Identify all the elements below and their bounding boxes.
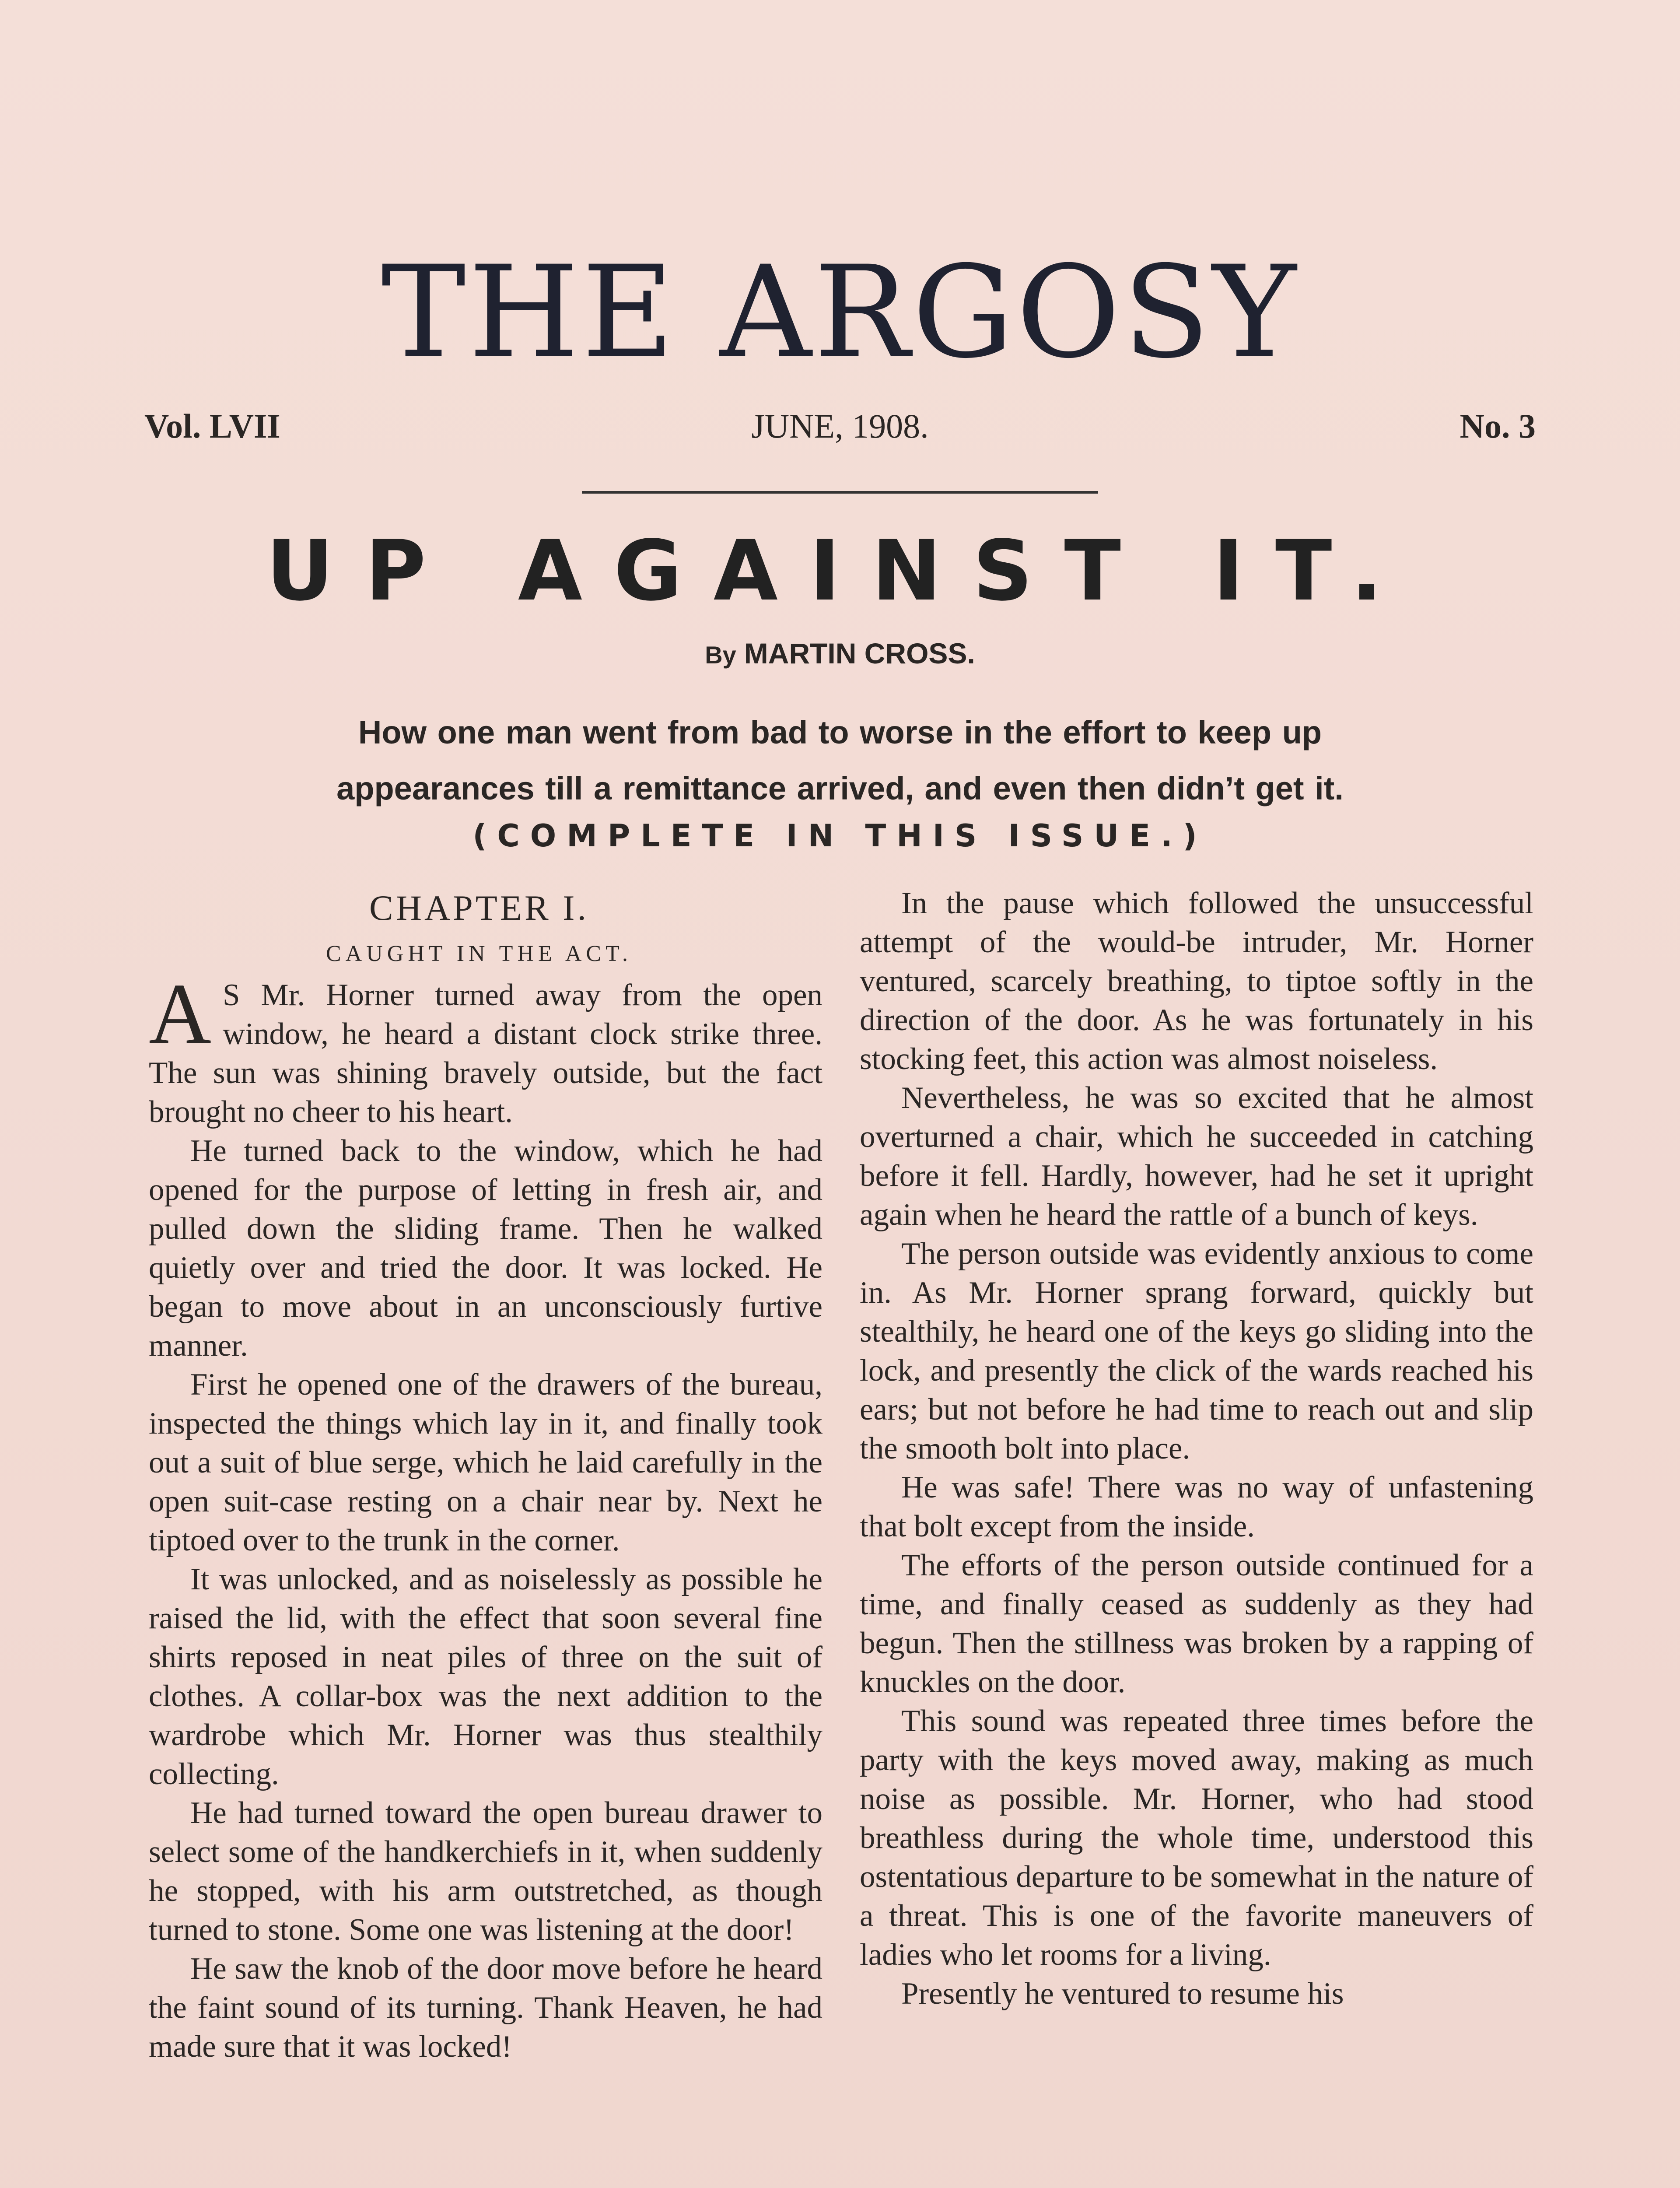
paragraph: First he opened one of the drawers of the bureau, inspected the things which lay in it, and finally took out a suit of blue serge, which he laid carefully in the open suit-case resting on a chair near by. Next he tiptoed over to the trunk in the corner. [149, 1368, 822, 1557]
byline-by: By [705, 641, 736, 669]
author-name: MARTIN CROSS. [744, 637, 975, 670]
story-subtitle: How one man went from bad to worse in the effort to keep up appearances till a remittance arrived, and even then didn’t get it. [336, 714, 1344, 806]
volume-label: Vol. LVII [144, 407, 280, 445]
header-divider [582, 491, 1098, 494]
chapter-subheading: CAUGHT IN THE ACT. [326, 941, 632, 966]
story-title: UP AGAINST IT. [266, 522, 1414, 619]
magazine-masthead: THE ARGOSY [381, 239, 1299, 386]
paragraph: Nevertheless, he was so excited that he almost overturned a chair, which he succeeded in catching before it fell. Hardly, however, had he set it upright again when he heard the rattle of a bunch of keys. [860, 1081, 1533, 1232]
right-column [860, 884, 1533, 2013]
paragraph: The person outside was evidently anxious to come in. As Mr. Horner sprang forward, quickly but stealthily, he heard one of the keys go sliding into the lock, and presently the click of the wards reached his ears; but not before he had time to reach out and slip the smooth bolt into place. [860, 1237, 1533, 1466]
paragraph: In the pause which followed the unsuccessful attempt of the would-be intruder, Mr. Horner ventured, scarcely breathing, to tiptoe softly in the direction of the door. As he was fortunately in his stocking feet, this action was almost noiseless. [860, 886, 1533, 1076]
paragraph [149, 966, 822, 1132]
issue-number: No. 3 [1460, 407, 1536, 445]
paragraph: It was unlocked, and as noiselessly as possible he raised the lid, with the effect that soon several fine shirts reposed in neat piles of three on the suit of clothes. A collar-box was the next addition to the wardrobe which Mr. Horner was thus stealthily collecting. [149, 1562, 822, 1791]
paragraph: This sound was repeated three times before the party with the keys moved away, making as much noise as possible. Mr. Horner, who had stood breathless during the whole time, understood this ostentatious departure to be somewhat in the nature of a threat. This is one of the favorite maneuvers of ladies who let rooms for a living. [860, 1704, 1533, 1972]
paragraph: He turned back to the window, which he had opened for the purpose of letting in fresh air, and pulled down the sliding frame. Then he walked quietly over and tried the door. It was locked. He began to move about in an unconsciously furtive manner. [149, 1134, 822, 1363]
complete-note: (COMPLETE IN THIS ISSUE.) [472, 818, 1208, 854]
drop-cap: A [149, 966, 211, 1062]
left-column [149, 884, 822, 2066]
paragraph: Presently he ventured to resume his [901, 1977, 1344, 2011]
first-paragraph-text: S Mr. Horner turned away from the open window, he heard a distant clock strike three. The sun was shining bravely outside, but the fact brought no cheer to his heart. [149, 978, 822, 1129]
paragraph: He was safe! There was no way of unfastening that bolt except from the inside. [860, 1470, 1533, 1543]
issue-date: JUNE, 1908. [751, 407, 929, 445]
paragraph: The efforts of the person outside continued for a time, and finally ceased as suddenly as they had begun. Then the stillness was broken by a rapping of knuckles on the door. [860, 1548, 1533, 1699]
paragraph: He had turned toward the open bureau drawer to select some of the handkerchiefs in it, when suddenly he stopped, with his arm outstretched, as though turned to stone. Some one was listening at the door! [149, 1796, 822, 1947]
chapter-heading: CHAPTER I. [369, 888, 589, 928]
byline [0, 637, 1680, 670]
paragraph: He saw the knob of the door move before he heard the faint sound of its turning. Thank Heaven, he had made sure that it was locked! [149, 1952, 822, 2064]
